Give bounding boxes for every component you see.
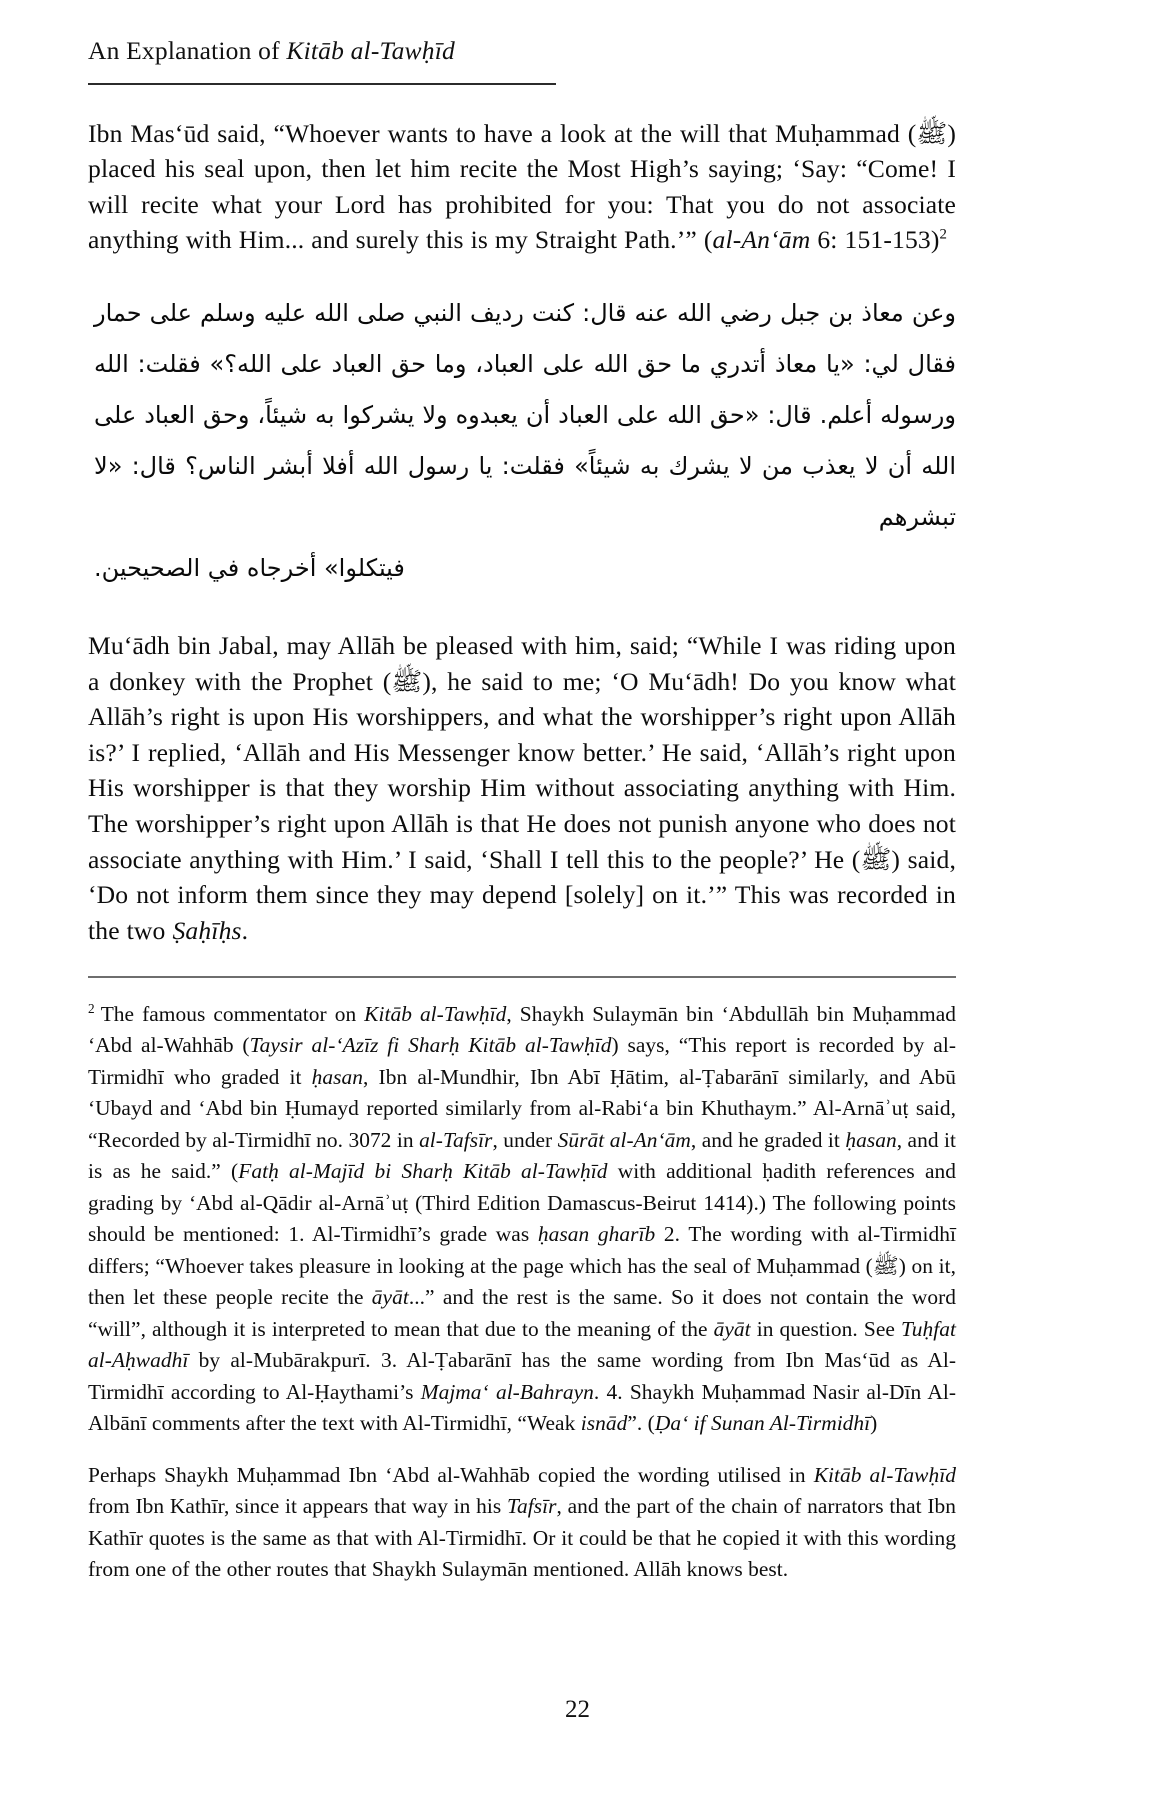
text-run: 2. The wording with al-Tirmidhī differs; “Whoever takes pleasure in looking at the page which has the seal of Muḥammad (ﷺ) on it, then let these people recite the (88, 1222, 957, 1310)
text-run: . 4. Shaykh Muḥammad Nasir al-Dīn Al-Albānī comments after the text with Al-Tirmidhī, “Weak (88, 1379, 956, 1436)
text-run: isnād (580, 1411, 628, 1436)
text-run: āyāt (713, 1316, 751, 1341)
text-run: Sūrāt al-Anʻām (557, 1127, 691, 1152)
text-run: by al-Mubārakpurī. 3. Al-Ṭabarānī has the same wording from Ibn Masʻūd as Al-Tirmidhī according to Al-Ḥaythami’s (88, 1348, 956, 1404)
text-run: Majmaʻ al-Bahrayn (420, 1379, 594, 1404)
text-run: al-Tafsīr (419, 1127, 493, 1152)
page-content (88, 36, 956, 1586)
text-run: Tuḥfat al-Aḥwadhī (88, 1316, 956, 1373)
text-run: ) (870, 1411, 878, 1436)
running-header-plain: An Explanation of (88, 36, 287, 65)
paragraph-2-text: Muʻādh bin Jabal, may Allāh be pleased with him, said; “While I was riding upon a donkey with the Prophet (ﷺ), he said to me; ‘O Muʻādh! Do you know what Allāh’s right is upon His worshippers, and what the worshipper’s right upon Allāh is?’ I replied, ‘Allāh and His Messenger know better.’ He said, ‘Allāh’s right upon His worshipper is that they worship Him without associating anything with Him. The worshipper’s right upon Allāh is that He does not punish anyone who does not associate anything with Him.’ I said, ‘Shall I tell this to the people?’ He (ﷺ) said, ‘Do not inform them since they may depend [solely] on it.’” This was recorded in the two (88, 630, 956, 945)
text-run: ”. ( (627, 1411, 655, 1436)
paragraph-1-text-after: 6: 151-153) (810, 225, 940, 255)
footnote-paragraph-2 (88, 1460, 956, 1586)
paragraph-1-text: Ibn Masʻūd said, “Whoever wants to have a look at the will that Muḥammad (ﷺ) placed his seal upon, then let him recite the Most High’s saying; ‘Say: “Come! I will recite what your Lord has prohibited for you: That you do not associate anything with Him... and surely this is my Straight Path.’” ( (88, 118, 956, 255)
text-run: ḥasan (845, 1127, 897, 1152)
footnote-paragraph-1 (88, 999, 956, 1440)
paragraph-2-italic-term: Ṣaḥīḥs (172, 915, 242, 945)
footnote-reference-marker[interactable]: 2 (939, 226, 948, 243)
running-header-title: Kitāb al-Tawḥīd (286, 36, 455, 65)
text-run: Taysir al-ʻAzīz fi Sharḥ Kitāb al-Tawḥīd (249, 1033, 612, 1058)
footnote-block (88, 999, 956, 1586)
paragraph-2-text-after: . (241, 915, 249, 945)
text-run: ḥasan gharīb (537, 1222, 656, 1247)
text-run: ) says, “This report is recorded by al-Tirmidhī who graded it (88, 1033, 956, 1089)
running-header (88, 36, 956, 67)
paragraph-1-reference: al-Anʻām (712, 225, 811, 255)
body-text (88, 116, 956, 949)
footnote-paragraph-2-body (88, 1463, 956, 1582)
text-run: , and the part of the chain of narrators that Ibn Kathīr quotes is the same as that with Al-Tirmidhī. Or it could be that he copied it with this wording from one of the other routes that Shaykh Sulaymān mentioned. Allāh knows best. (88, 1494, 956, 1582)
text-run: , Shaykh Sulaymān bin ʻAbdullāh bin Muḥammad ʻAbd al-Wahhāb ( (88, 1001, 956, 1058)
text-run: ...” and the rest is the same. So it does not contain the word “will”, although it is interpreted to mean that due to the meaning of the (88, 1285, 956, 1341)
paragraph-muadh (88, 628, 956, 948)
text-run: āyāt (371, 1285, 409, 1310)
text-run: , under (492, 1127, 558, 1152)
text-run: Ḍaʻ if Sunan Al-Tirmidhī (654, 1411, 871, 1436)
text-run: with additional ḥadith references and grading by ʻAbd al-Qādir al-Arnāʾuṭ (Third Edition Damascus-Beirut 1414).) The following points should be mentioned: 1. Al-Tirmidhī’s grade was (88, 1159, 956, 1247)
text-run: Kitāb al-Tawḥīd (813, 1462, 956, 1487)
text-run: Perhaps Shaykh Muḥammad Ibn ʻAbd al-Wahhāb copied the wording utilised in (88, 1462, 814, 1487)
footnote-number: 2 (88, 1000, 95, 1016)
text-run: Kitāb al-Tawḥīd (364, 1001, 507, 1026)
text-run: , and he graded it (690, 1127, 846, 1152)
arabic-line-closing: فيتكلوا» أخرجاه في الصحيحين. (94, 553, 405, 582)
footnote-paragraph-1-body (88, 1002, 956, 1436)
text-run: The famous commentator on (100, 1001, 365, 1026)
text-run: Fatḥ al-Majīd bi Sharḥ Kitāb al-Tawḥīd (238, 1159, 608, 1184)
text-run: in question. See (750, 1316, 901, 1341)
footnote-divider (88, 976, 956, 978)
text-run: Tafsīr (506, 1494, 557, 1519)
header-divider (88, 83, 556, 85)
text-run: from Ibn Kathīr, since it appears that way in his (88, 1494, 507, 1519)
text-run: ḥasan (311, 1064, 364, 1089)
text-run: , and it is as he said.” ( (88, 1127, 956, 1184)
text-run: , Ibn al-Mundhir, Ibn Abī Ḥātim, al-Ṭabarānī similarly, and Abū ʻUbayd and ʻAbd bin Ḥumayd reported similarly from al-Rabiʻa bin Khuthaym.” Al-Arnāʾuṭ said, “Recorded by al-Tirmidhī no. 3072 in (88, 1064, 956, 1152)
arabic-hadith-block (88, 288, 956, 594)
paragraph-ibn-masud (88, 116, 956, 258)
page-number: 22 (565, 1696, 590, 1723)
arabic-line-main: وعن معاذ بن جبل رضي الله عنه قال: كنت رديف النبي صلى الله عليه وسلم على حمار فقال لي: «يا معاذ أتدري ما حق الله على العباد، وما حق العباد على الله؟» فقلت: الله ورسوله أعلم. قال: «حق الله على العباد أن يعبدوه ولا يشركوا به شيئاً، وحق العباد على الله أن لا يعذب من لا يشرك به شيئاً» فقلت: يا رسول الله أفلا أبشر الناس؟ قال: «لا تبشرهم (94, 298, 956, 531)
